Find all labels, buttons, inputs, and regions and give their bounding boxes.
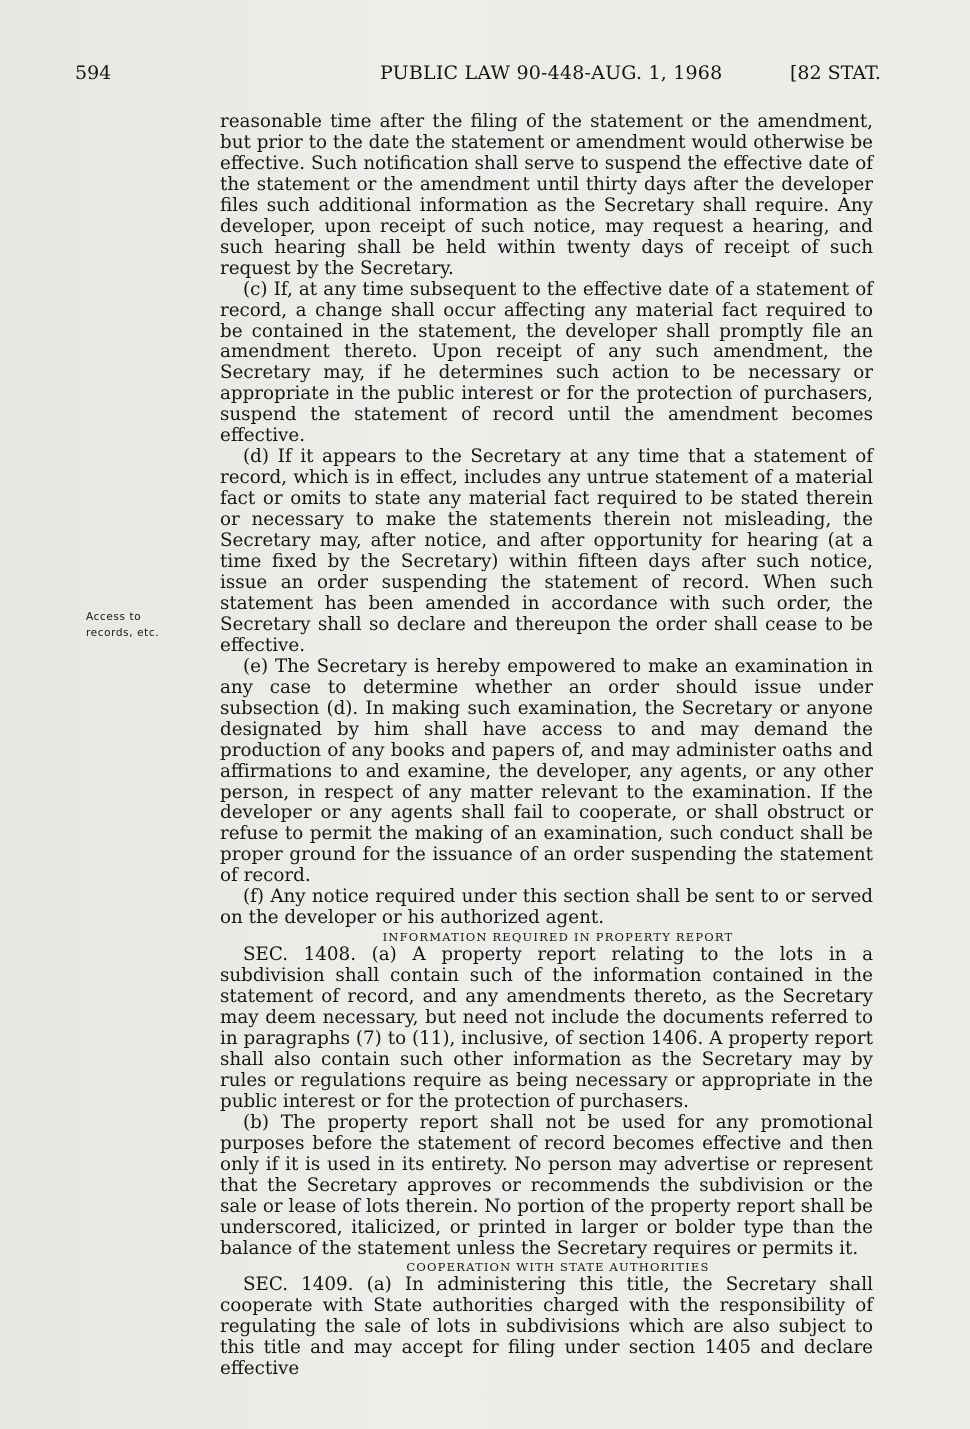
paragraph-f: (f) Any notice required under this section shall be sent to or served on the developer or his authorized agent. bbox=[220, 886, 873, 929]
paragraph-c: (c) If, at any time subsequent to the effective date of a statement of record, a change shall occur affecting any material fact required to be contained in the statement, the developer shall promptly file an amendment thereto. Upon receipt of any such amendment, the Secretary may, if he determines such action to be necessary or appropriate in the public interest or for the protection of purchasers, suspend the statement of record until the amendment becomes effective. bbox=[220, 278, 873, 447]
body-text bbox=[220, 112, 873, 1380]
sec-1408-b: (b) The property report shall not be used for any promotional purposes before the statement of record becomes effective and then only if it is used in its entirety. No person may advertise or represent that the Secretary approves or recommends the subdivision or the sale or lease of lots therein. No portion of the property report shall be underscored, italicized, or printed in larger or bolder type than the balance of the statement unless the Secretary requires or permits it. bbox=[220, 1111, 873, 1259]
paragraph-continuation: reasonable time after the filing of the statement or the amendment, but prior to the date the statement or amendment would otherwise be effective. Such notification shall serve to suspend the effective date of the statement or the amendment until thirty days after the developer files such additional information as the Secretary shall require. Any developer, upon receipt of such notice, may request a hearing, and such hearing shall be held within twenty days of receipt of such request by the Secretary. bbox=[220, 111, 873, 279]
section-heading-1409: COOPERATION WITH STATE AUTHORITIES bbox=[406, 1260, 710, 1275]
sec-1409-a: SEC. 1409. (a) In administering this title, the Secretary shall cooperate with State authorities charged with the responsibility of regulating the sale of lots in subdivisions which are also subject to this title and may accept for filing under section 1405 and declare effective bbox=[220, 1274, 873, 1380]
sec-1408-a: SEC. 1408. (a) A property report relating to the lots in a subdivision shall contain such of the information contained in the statement of record, and any amendments thereto, as the Secretary may deem necessary, but need not include the documents referred to in paragraphs (7) to (11), inclusive, of section 1406. A property report shall also contain such other information as the Secretary may by rules or regulations require as being necessary or appropriate in the public interest or for the protection of purchasers. bbox=[220, 944, 873, 1112]
statute-reference: [82 STAT. bbox=[790, 62, 881, 84]
paragraph-e: (e) The Secretary is hereby empowered to make an examination in any case to determine whether an order should issue under subsection (d). In making such examination, the Secretary or anyone designated by him shall have access to and may demand the production of any books and papers of, and may administer oaths and affirmations to and examine, the developer, any agents, or any other person, in respect of any matter relevant to the examination. If the developer or any agents shall fail to cooperate, or shall obstruct or refuse to permit the making of an examination, such conduct shall be proper ground for the issuance of an order suspending the statement of record. bbox=[220, 655, 873, 887]
running-title: PUBLIC LAW 90-448-AUG. 1, 1968 bbox=[380, 62, 723, 84]
marginal-note: Access to records, etc. bbox=[86, 611, 160, 639]
page-header bbox=[0, 62, 970, 92]
section-heading-1408: INFORMATION REQUIRED IN PROPERTY REPORT bbox=[382, 930, 734, 945]
page-number: 594 bbox=[75, 62, 112, 84]
paragraph-d: (d) If it appears to the Secretary at any time that a statement of record, which is in effect, includes any untrue statement of a material fact or omits to state any material fact required to be stated therein or necessary to make the statements therein not misleading, the Secretary may, after notice, and after opportunity for hearing (at a time fixed by the Secretary) within fifteen days after such notice, issue an order suspending the statement of record. When such statement has been amended in accordance with such order, the Secretary shall so declare and thereupon the order shall cease to be effective. bbox=[220, 446, 873, 656]
